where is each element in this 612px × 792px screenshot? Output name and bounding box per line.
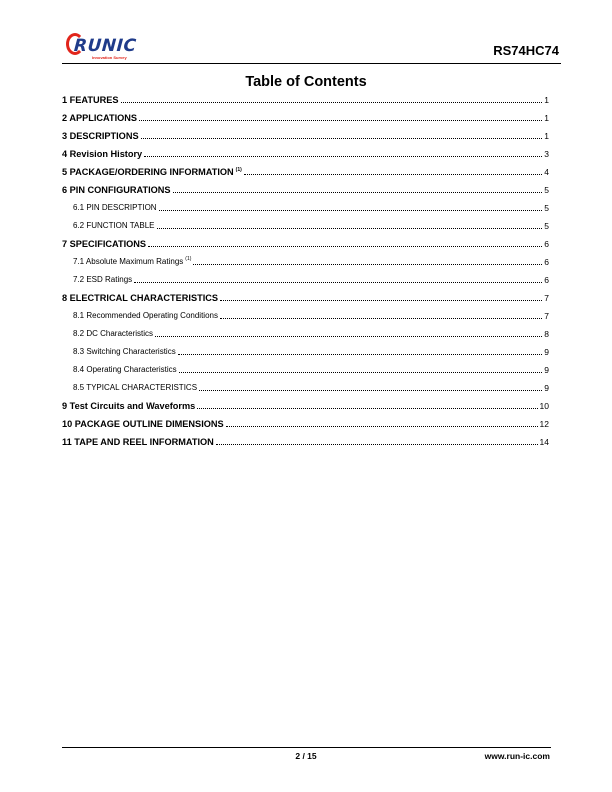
toc-dot-leader	[220, 318, 542, 319]
toc-entry-label	[62, 238, 146, 250]
toc-dot-leader	[144, 156, 542, 157]
toc-dot-leader	[121, 102, 543, 103]
toc-entry-text: 7.2 ESD Ratings	[73, 275, 133, 284]
toc-entry[interactable]	[62, 214, 549, 232]
toc-dot-leader	[139, 120, 542, 121]
header-divider	[62, 63, 561, 64]
toc-entry-label	[62, 418, 224, 430]
toc-entry-text: 8.4 Operating Characteristics	[73, 365, 177, 374]
toc-entry-page: 4	[544, 167, 549, 177]
toc-entry-page: 7	[544, 293, 549, 303]
toc-entry-label	[62, 148, 142, 160]
toc-entry-label	[62, 94, 119, 106]
toc-dot-leader	[220, 300, 542, 301]
toc-entry-text: 8.2 DC Characteristics	[73, 329, 154, 338]
toc-dot-leader	[226, 426, 538, 427]
toc-entry[interactable]	[62, 340, 549, 358]
toc-entry-text: 8 ELECTRICAL CHARACTERISTICS	[62, 293, 219, 303]
toc-dot-leader	[148, 246, 542, 247]
toc-entry-page: 5	[544, 221, 549, 231]
toc-entry[interactable]	[62, 376, 549, 394]
toc-entry-label	[62, 130, 139, 142]
toc-dot-leader	[134, 282, 542, 283]
toc-entry-label	[62, 164, 242, 178]
logo-wordmark: RUNIC	[73, 36, 138, 56]
toc-entry-label	[62, 184, 171, 196]
toc-entry-label	[73, 253, 191, 268]
toc-entry-page: 8	[544, 329, 549, 339]
toc-entry-text: 8.5 TYPICAL CHARACTERISTICS	[73, 383, 198, 392]
toc-entry-text: 2 APPLICATIONS	[62, 113, 138, 123]
toc-entry-label	[62, 436, 214, 448]
toc-entry-text: 9 Test Circuits and Waveforms	[62, 401, 196, 411]
toc-entry-text: 6.2 FUNCTION TABLE	[73, 221, 155, 230]
toc-entry[interactable]	[62, 160, 549, 178]
toc-entry-page: 6	[544, 239, 549, 249]
toc-entry-text: 11 TAPE AND REEL INFORMATION	[62, 437, 214, 447]
toc-entry-page: 10	[539, 401, 549, 411]
footer-url-link[interactable]: www.run-ic.com	[484, 751, 550, 761]
table-of-contents	[62, 88, 549, 448]
toc-entry-page: 1	[544, 113, 549, 123]
toc-entry-label	[62, 400, 195, 412]
toc-entry-label	[73, 382, 197, 394]
toc-entry-label	[62, 292, 218, 304]
toc-entry-page: 6	[544, 257, 549, 267]
toc-dot-leader	[141, 138, 543, 139]
toc-entry[interactable]	[62, 250, 549, 268]
toc-entry-footnote: (1)	[185, 256, 192, 262]
toc-entry[interactable]	[62, 268, 549, 286]
toc-entry-page: 6	[544, 275, 549, 285]
toc-entry[interactable]	[62, 88, 549, 106]
toc-entry-page: 7	[544, 311, 549, 321]
toc-entry-text: 4 Revision History	[62, 149, 143, 159]
toc-entry[interactable]	[62, 178, 549, 196]
toc-entry-page: 1	[544, 95, 549, 105]
toc-entry-label	[73, 346, 176, 358]
toc-dot-leader	[178, 354, 543, 355]
toc-dot-leader	[216, 444, 538, 445]
toc-entry-text: 8.3 Switching Characteristics	[73, 347, 176, 356]
toc-entry[interactable]	[62, 142, 549, 160]
toc-entry-label	[73, 328, 153, 340]
footer-divider	[62, 747, 551, 748]
toc-dot-leader	[157, 228, 543, 229]
toc-entry-text: 1 FEATURES	[62, 95, 119, 105]
toc-dot-leader	[193, 264, 542, 265]
toc-entry[interactable]	[62, 124, 549, 142]
toc-entry-page: 5	[544, 185, 549, 195]
toc-entry-label	[73, 220, 155, 232]
toc-title: Table of Contents	[245, 74, 367, 90]
toc-dot-leader	[199, 390, 542, 391]
toc-entry-text: 7.1 Absolute Maximum Ratings	[73, 257, 184, 266]
toc-entry-page: 12	[539, 419, 549, 429]
toc-entry-page: 9	[544, 383, 549, 393]
toc-dot-leader	[197, 408, 537, 409]
toc-entry-text: 6 PIN CONFIGURATIONS	[62, 185, 171, 195]
toc-entry-text: 6.1 PIN DESCRIPTION	[73, 203, 157, 212]
toc-entry[interactable]	[62, 106, 549, 124]
toc-entry[interactable]	[62, 304, 549, 322]
toc-entry-page: 5	[544, 203, 549, 213]
toc-entry-footnote: (1)	[235, 167, 242, 173]
toc-entry-label	[73, 310, 218, 322]
toc-entry-text: 5 PACKAGE/ORDERING INFORMATION	[62, 167, 234, 177]
toc-entry-text: 8.1 Recommended Operating Conditions	[73, 311, 218, 320]
part-number: RS74HC74	[493, 43, 559, 58]
toc-dot-leader	[155, 336, 542, 337]
toc-entry[interactable]	[62, 322, 549, 340]
toc-entry[interactable]	[62, 196, 549, 214]
toc-entry-label	[73, 202, 157, 214]
toc-dot-leader	[159, 210, 543, 211]
toc-entry-page: 1	[544, 131, 549, 141]
toc-dot-leader	[244, 174, 542, 175]
toc-entry[interactable]	[62, 430, 549, 448]
toc-entry-label	[62, 112, 137, 124]
toc-entry[interactable]	[62, 412, 549, 430]
page-header	[62, 30, 561, 63]
toc-entry[interactable]	[62, 232, 549, 250]
toc-entry-text: 10 PACKAGE OUTLINE DIMENSIONS	[62, 419, 224, 429]
toc-entry-text: 3 DESCRIPTIONS	[62, 131, 139, 141]
toc-entry[interactable]	[62, 394, 549, 412]
toc-entry-page: 3	[544, 149, 549, 159]
toc-entry-label	[73, 274, 132, 286]
toc-dot-leader	[173, 192, 543, 193]
toc-entry[interactable]	[62, 286, 549, 304]
toc-entry-page: 9	[544, 347, 549, 357]
page-indicator: 2 / 15	[295, 751, 317, 761]
toc-entry-label	[73, 364, 177, 376]
toc-entry[interactable]	[62, 358, 549, 376]
toc-dot-leader	[179, 372, 543, 373]
toc-entry-page: 14	[539, 437, 549, 447]
runic-logo	[66, 31, 138, 63]
toc-entry-text: 7 SPECIFICATIONS	[62, 239, 147, 249]
logo-tagline: Innovation Survey	[92, 55, 127, 60]
toc-entry-page: 9	[544, 365, 549, 375]
